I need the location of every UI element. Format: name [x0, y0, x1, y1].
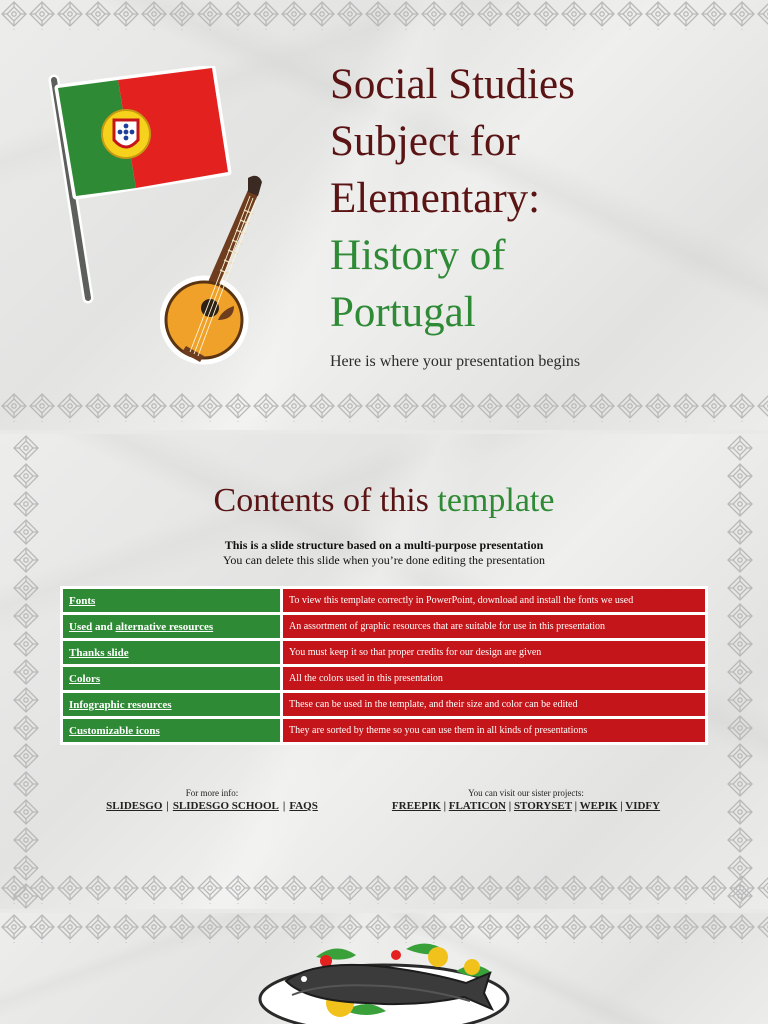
ornament-border-top-icon [0, 0, 768, 30]
row-description: All the colors used in this presentation [283, 667, 705, 690]
title-line-4: History of [330, 232, 506, 279]
vidfy-link[interactable]: VIDFY [625, 800, 661, 812]
link-separator: | [620, 800, 623, 812]
guitar-icon [160, 170, 275, 370]
title-line-5: Portugal [330, 289, 476, 336]
subtitle: Here is where your presentation begins [330, 353, 581, 370]
contents-title [0, 482, 768, 520]
desc-bold: This is a slide structure based on a multi-purpose presentation [224, 538, 544, 552]
thanks-slide-link[interactable]: Thanks slide [69, 646, 129, 659]
more-info-label: For more info: [185, 788, 239, 798]
faqs-link[interactable]: FAQS [289, 800, 318, 812]
table-row [63, 641, 705, 664]
contents-title-main: Contents of this [213, 482, 429, 519]
contents-description [0, 538, 768, 568]
alternative-resources-link[interactable]: alternative resources [115, 620, 214, 633]
sister-projects [388, 788, 664, 812]
wepik-link[interactable]: WEPIK [579, 800, 618, 812]
link-separator: | [574, 800, 578, 812]
slide-contents [0, 434, 768, 909]
ornament-border-bottom-icon [0, 392, 768, 422]
colors-link[interactable]: Colors [69, 672, 101, 685]
row-description: You must keep it so that proper credits for our design are given [283, 641, 705, 664]
customizable-icons-link[interactable]: Customizable icons [69, 724, 160, 737]
flaticon-link[interactable]: FLATICON [448, 800, 506, 812]
link-separator: | [282, 800, 286, 812]
title-line-3: Elementary: [330, 175, 541, 222]
table-row [63, 589, 705, 612]
infographic-resources-link[interactable]: Infographic resources [69, 698, 172, 711]
table-row [63, 719, 705, 742]
contents-title-accent: template [437, 482, 555, 519]
connector-text: and [94, 620, 113, 633]
slidesgo-school-link[interactable]: SLIDESGO SCHOOL [172, 800, 279, 812]
used-link[interactable]: Used [69, 620, 93, 633]
table-row [63, 615, 705, 638]
page-title [330, 56, 750, 341]
row-description: These can be used in the template, and their size and color can be edited [283, 693, 705, 716]
table-row [63, 667, 705, 690]
fonts-link[interactable]: Fonts [69, 594, 96, 607]
link-separator: | [166, 800, 169, 812]
sister-projects-label: You can visit our sister projects: [468, 788, 584, 798]
more-info [100, 788, 324, 812]
link-separator: | [443, 800, 446, 812]
slidesgo-link[interactable]: SLIDESGO [106, 800, 163, 812]
desc-normal: You can delete this slide when you’re done editing the presentation [222, 553, 546, 567]
row-description: To view this template correctly in PowerPoint, download and install the fonts we used [283, 589, 705, 612]
slide-title [0, 0, 768, 430]
storyset-link[interactable]: STORYSET [513, 800, 572, 812]
row-description: An assortment of graphic resources that are suitable for use in this presentation [283, 615, 705, 638]
freepik-link[interactable]: FREEPIK [391, 800, 441, 812]
title-line-2: Subject for [330, 118, 520, 165]
fish-plate-icon [256, 937, 512, 1024]
title-line-1: Social Studies [330, 61, 575, 108]
ornament-border-bottom-icon [0, 874, 768, 904]
link-separator: | [508, 800, 512, 812]
table-row [63, 693, 705, 716]
row-description: They are sorted by theme so you can use them in all kinds of presentations [283, 719, 705, 742]
resources-table [60, 586, 708, 745]
slide-food [0, 913, 768, 1024]
